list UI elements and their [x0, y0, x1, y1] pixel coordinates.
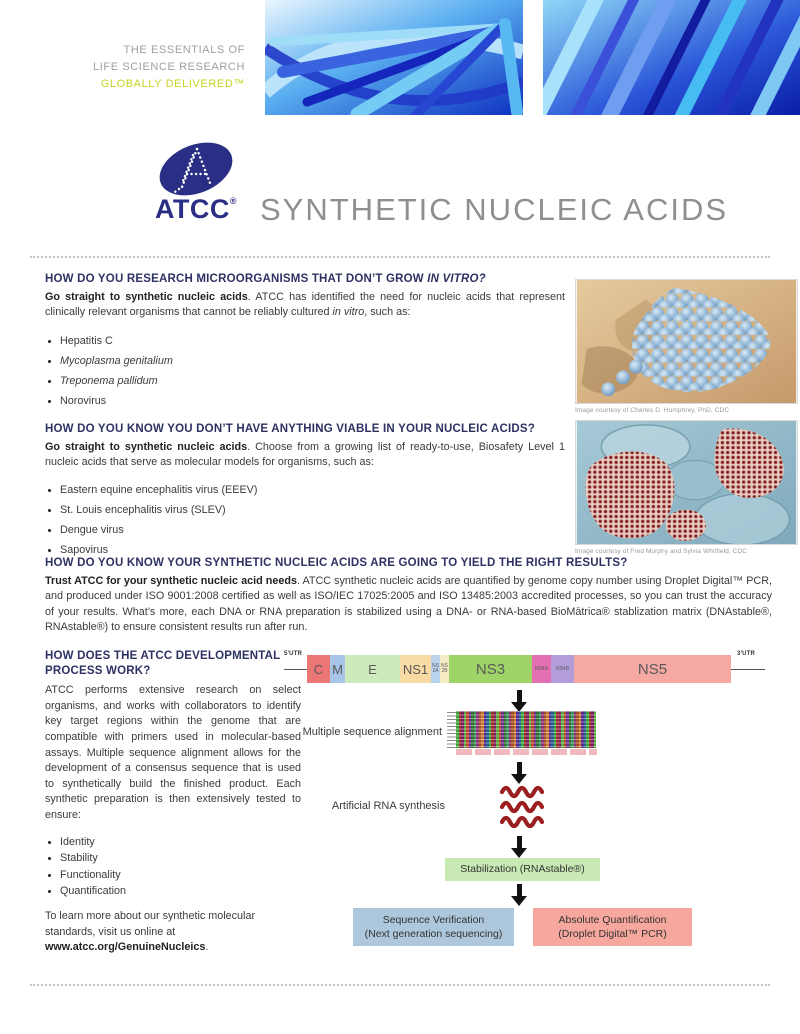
list-item: • Hepatitis C [60, 335, 565, 347]
section2-lead: Go straight to synthetic nucleic acids [45, 441, 248, 453]
section4-bullet-list [45, 836, 301, 898]
section2-body: . Choose from a growing list of ready-to-use, Biosafety Level 1 nucleic acids that serve as molecular models for organisms, such as: [45, 441, 565, 469]
msa-stripes [456, 711, 597, 748]
rna-squiggles-icon [498, 784, 546, 832]
list-item: • St. Louis encephalitis virus (SLEV) [60, 504, 565, 516]
section4-heading: HOW DOES THE ATCC DEVELOPMENTAL PROCESS WORK? [45, 650, 281, 677]
list-item: • Identity [60, 836, 301, 848]
list-item: • Sapovirus [60, 544, 565, 556]
virus-tissue-micrograph-image [575, 420, 798, 545]
section-developmental-process [45, 649, 301, 966]
genome-segment: NS2B [440, 655, 449, 683]
list-item: • Stability [60, 852, 301, 864]
sequence-verification-subtitle: (Next generation sequencing) [364, 928, 503, 940]
list-item: • Treponema pallidum [60, 375, 565, 387]
genome-segment: NS5 [574, 655, 731, 683]
list-item: • Functionality [60, 869, 301, 881]
flow-arrow-down-icon [511, 836, 527, 858]
section3-heading: HOW DO YOU KNOW YOUR SYNTHETIC NUCLEIC ACIDS ARE GOING TO YIELD THE RIGHT RESULTS? [45, 557, 628, 569]
genome-segment: NS3 [449, 655, 532, 683]
genome-segment: NS2A [431, 655, 440, 683]
section2-bullet-list [45, 484, 565, 556]
dna-strands-photo-right [543, 0, 800, 115]
tagline-line3: GLOBALLY DELIVERED™ [100, 78, 245, 90]
learn-more-paragraph [45, 909, 301, 955]
section1-lead: Go straight to synthetic nucleic acids [45, 291, 248, 303]
norovirus-image-caption: Image courtesy of Charles D. Humphrey, PhD, CDC [575, 407, 730, 414]
genome-segment: E [345, 655, 400, 683]
absolute-quantification-title: Absolute Quantification [558, 914, 667, 926]
section3-lead: Trust ATCC for your synthetic nucleic acid needs [45, 575, 297, 587]
flow-arrow-down-icon [511, 690, 527, 712]
msa-consensus-row [456, 749, 597, 755]
sequence-verification-title: Sequence Verification [382, 914, 485, 926]
list-item: • Eastern equine encephalitis virus (EEEV) [60, 484, 565, 496]
atcc-wordmark [146, 194, 246, 225]
section1-bullet-list [45, 335, 565, 407]
registered-mark: ® [229, 196, 238, 206]
flow-arrow-down-icon [511, 762, 527, 784]
sequence-verification-box [353, 908, 514, 946]
section1-heading-text: HOW DO YOU RESEARCH MICROORGANISMS THAT DON’T GROW [45, 273, 428, 285]
section1-body-end: , such as: [364, 306, 411, 319]
rna-step-label: Artificial RNA synthesis [331, 800, 445, 812]
tagline-line2: LIFE SCIENCE RESEARCH [93, 61, 245, 73]
section4-paragraph: ATCC performs extensive research on select organisms, and works with collaborators to identify key target regions within the genome that are compatible with primers used in molecular-based assays. Multiple sequence alignment allows for the development of a consensus sequence that is used to synthetically build the finished product. Each synthetic preparation is then extensively tested to ensure: [45, 684, 301, 822]
atcc-logo-icon [152, 141, 240, 199]
section1-heading-italic: IN VITRO? [427, 273, 486, 285]
section-research-microorganisms [45, 272, 565, 415]
norovirus-micrograph-image [575, 279, 798, 404]
section1-heading [45, 272, 565, 287]
genome-segment: NS1 [400, 655, 431, 683]
section-viable-nucleic-acids [45, 422, 565, 564]
section1-body-italic: in vitro [332, 306, 365, 319]
list-item: • Norovirus [60, 395, 565, 407]
flow-arrow-down-icon [511, 884, 527, 906]
page-title: SYNTHETIC NUCLEIC ACIDS [260, 192, 729, 227]
msa-step-label: Multiple sequence alignment [302, 726, 442, 738]
utr5-label: 5'UTR [284, 651, 303, 657]
genome-segment: NS4A [532, 655, 551, 683]
section1-paragraph [45, 290, 565, 321]
absolute-quantification-box [533, 908, 692, 946]
section3-paragraph [45, 574, 772, 635]
virus-tissue-image-caption: Image courtesy of Fred Murphy and Sylvia Whitfield, CDC [575, 548, 748, 555]
section1-body: . ATCC has identified the need for nucleic acids that represent clinically relevant organisms that cannot be reliably cultured [45, 291, 565, 319]
dotted-divider-top [30, 256, 770, 258]
list-item: • Dengue virus [60, 524, 565, 536]
genome-segment: NS4B [551, 655, 574, 683]
genome-segment: C [307, 655, 330, 683]
section2-heading: HOW DO YOU KNOW YOU DON’T HAVE ANYTHING VIABLE IN YOUR NUCLEIC ACIDS? [45, 423, 536, 435]
stabilization-box: Stabilization (RNAstable®) [445, 858, 600, 881]
learn-more-period: . [205, 940, 209, 953]
utr5-line [284, 669, 307, 670]
dotted-divider-bottom [30, 984, 770, 986]
brand-tagline [40, 42, 245, 93]
genuine-nucleics-link[interactable]: www.atcc.org/GenuineNucleics [45, 940, 206, 953]
section2-paragraph [45, 440, 565, 471]
section-right-results [45, 556, 772, 635]
tagline-line1: THE ESSENTIALS OF [123, 44, 245, 56]
sequence-alignment-graphic [447, 711, 597, 755]
utr3-label: 3'UTR [737, 651, 756, 657]
genome-segment: M [330, 655, 345, 683]
list-item: • Mycoplasma genitalium [60, 355, 565, 367]
utr3-line [731, 669, 765, 670]
atcc-wordmark-text: ATCC [154, 194, 230, 224]
absolute-quantification-subtitle: (Droplet Digital™ PCR) [558, 928, 667, 940]
learn-more-text: To learn more about our synthetic molecular standards, visit us online at [45, 910, 256, 938]
msa-row-labels [447, 712, 456, 748]
dna-helix-photo-left [265, 0, 523, 115]
genome-bar-segments [307, 655, 731, 683]
list-item: • Quantification [60, 885, 301, 897]
section3-body: . ATCC synthetic nucleic acids are quantified by genome copy number using Droplet Digital™ PCR, and produced under ISO 9001:2008 certified as well as ISO/IEC 17025:2005 and ISO 13485:2003 accredited processes, so you can trust the accuracy of your results. What’s more, each DNA or RNA preparation is stabilized using a DNA- or RNA-based BioMātrica® stablization matrix (DNAstable®, RNAstable®) to ensure consistent results run after run. [45, 575, 773, 633]
